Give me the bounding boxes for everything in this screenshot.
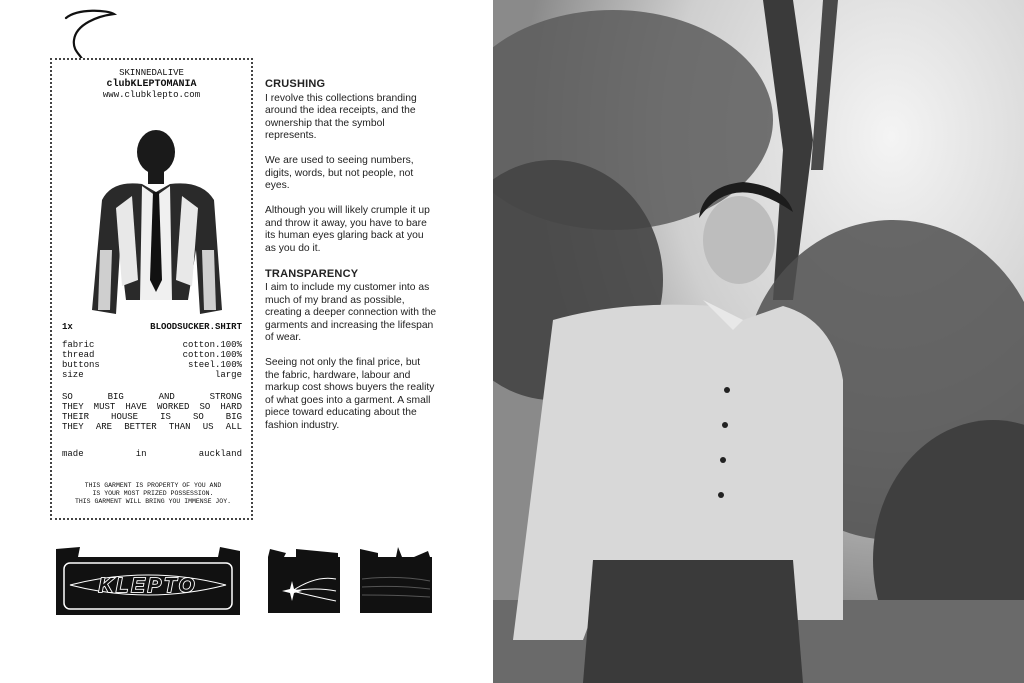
receipt-footer [58, 482, 248, 506]
receipt-brand: clubKLEPTOMANIA [106, 79, 197, 90]
spec-value: cotton.100% [182, 340, 242, 350]
spec-row [62, 340, 242, 350]
paragraph: I revolve this collections branding around the idea receipts, and the ownership that the symbol represents. [265, 92, 417, 141]
receipt-made-in [62, 449, 242, 459]
receipt-url: www.clubklepto.com [102, 90, 201, 100]
paragraph: Although you will likely crumple it up and throw it away, you have to bare its human eyes glaring back at you as you do it. [265, 205, 430, 254]
spec-label: size [62, 370, 84, 380]
footer-line: THIS GARMENT IS PROPERTY OF YOU AND [84, 482, 222, 489]
slogan-line: THEY ARE BETTER THAN US ALL [62, 422, 242, 432]
item-qty: 1x [62, 322, 73, 332]
heading-crushing: CRUSHING [265, 78, 326, 90]
text-column [265, 78, 437, 445]
logo-tag [54, 545, 244, 617]
spec-row [62, 350, 242, 360]
slogan-line: SO BIG AND STRONG [62, 392, 242, 402]
spec-value: cotton.100% [182, 350, 242, 360]
slogan-line: THEIR HOUSE IS SO BIG [62, 412, 242, 422]
receipt-item-line [62, 322, 242, 332]
receipt-line1: SKINNEDALIVE [119, 68, 184, 78]
left-page [0, 0, 493, 683]
footer-line: IS YOUR MOST PRIZED POSSESSION. [92, 490, 214, 497]
spec-label: buttons [62, 360, 100, 370]
spec-value: steel.100% [187, 360, 242, 370]
slogan-line: THEY MUST HAVE WORKED SO HARD [62, 402, 242, 412]
receipt-slogan [62, 392, 242, 432]
starburst-tag [266, 545, 342, 615]
footer-line: THIS GARMENT WILL BRING YOU IMMENSE JOY. [74, 498, 232, 505]
spec-value: large [214, 370, 242, 380]
photo-illustration [493, 0, 1024, 683]
receipt-tag [50, 58, 253, 520]
receipt-specs [62, 340, 242, 380]
made-word: made [62, 449, 84, 459]
receipt-header [52, 68, 251, 101]
lines-tag [358, 545, 434, 615]
paragraph: I aim to include my customer into as much of my brand as possible, creating a deeper connection with the garments and increasing the lifespan of wear. [265, 282, 437, 343]
made-word: in [135, 449, 147, 459]
spec-label: thread [62, 350, 95, 360]
paragraph: Seeing not only the final price, but the fabric, hardware, labour and markup cost shows buyers the reality of what goes into a garment. A small piece toward educating about the fashion industry. [265, 357, 435, 431]
spec-label: fabric [62, 340, 95, 350]
logo-text: KLEPTO [98, 575, 198, 597]
editorial-photo [493, 0, 1024, 683]
spec-row [62, 360, 242, 370]
spec-row [62, 370, 242, 380]
model-photo [92, 100, 222, 350]
made-word: auckland [198, 449, 242, 459]
heading-transparency: TRANSPARENCY [265, 267, 359, 280]
paragraph: We are used to seeing numbers, digits, words, but not people, not eyes. [265, 155, 414, 191]
item-name: BLOODSUCKER.SHIRT [150, 322, 242, 332]
